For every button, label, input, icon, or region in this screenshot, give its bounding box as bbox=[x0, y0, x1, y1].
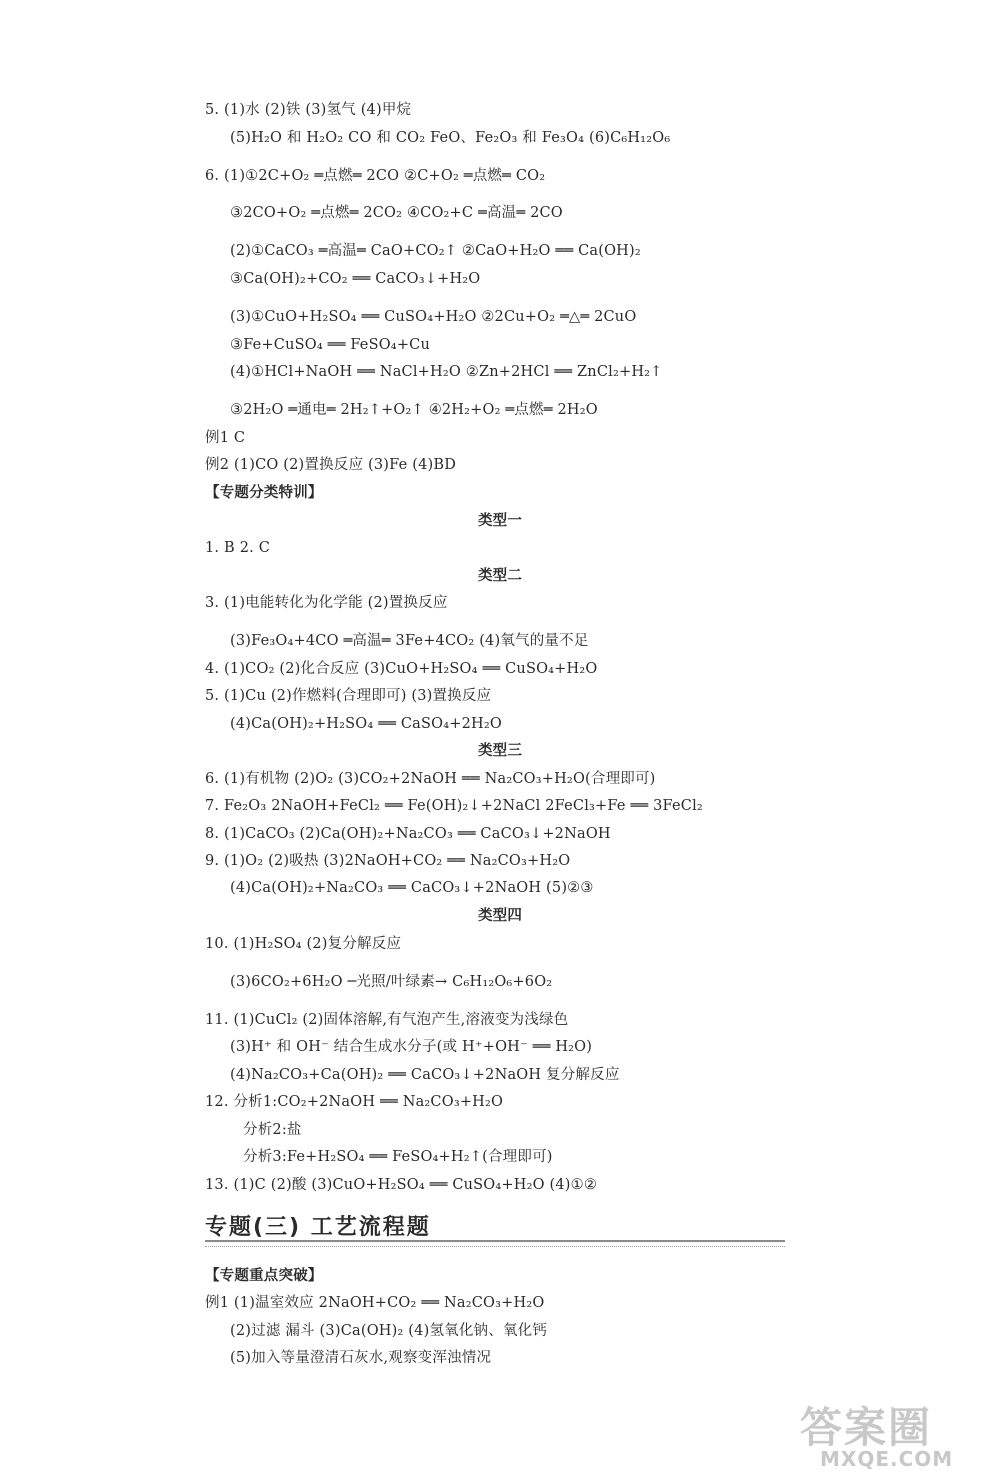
answer-line: 12. 分析1:CO₂+2NaOH ══ Na₂CO₃+H₂O bbox=[205, 1094, 504, 1110]
answer-line: (5)加入等量澄清石灰水,观察变浑浊情况 bbox=[230, 1350, 492, 1366]
type-heading: 类型三 bbox=[477, 743, 523, 759]
type-heading: 类型一 bbox=[477, 513, 523, 529]
chapter-title: 专题(三) 工艺流程题 bbox=[205, 1215, 431, 1240]
answer-line: (4)Ca(OH)₂+Na₂CO₃ ══ CaCO₃↓+2NaOH (5)②③ bbox=[230, 880, 594, 896]
answer-line: (3)H⁺ 和 OH⁻ 结合生成水分子(或 H⁺+OH⁻ ══ H₂O) bbox=[230, 1039, 593, 1055]
answer-line: 7. Fe₂O₃ 2NaOH+FeCl₂ ══ Fe(OH)₂↓+2NaCl 2FeCl₃+Fe ══ 3FeCl₂ bbox=[205, 798, 703, 814]
answer-line: 6. (1)有机物 (2)O₂ (3)CO₂+2NaOH ══ Na₂CO₃+H₂O(合理即可) bbox=[205, 771, 656, 787]
answer-line: ③Ca(OH)₂+CO₂ ══ CaCO₃↓+H₂O bbox=[230, 271, 481, 287]
answer-line: 5. (1)Cu (2)作燃料(合理即可) (3)置换反应 bbox=[205, 688, 492, 704]
answer-line: ③Fe+CuSO₄ ══ FeSO₄+Cu bbox=[230, 337, 431, 353]
type-heading: 类型四 bbox=[477, 908, 523, 924]
answer-line: (3)6CO₂+6H₂O ─光照/叶绿素→ C₆H₁₂O₆+6O₂ bbox=[230, 974, 553, 990]
example-answer: 例1 (1)温室效应 2NaOH+CO₂ ══ Na₂CO₃+H₂O bbox=[205, 1295, 545, 1311]
answer-line: (5)H₂O 和 H₂O₂ CO 和 CO₂ FeO、Fe₂O₃ 和 Fe₃O₄ (6)C₆H₁₂O₆ bbox=[230, 130, 671, 146]
answer-line: 分析2:盐 bbox=[243, 1122, 302, 1138]
answer-line: 分析3:Fe+H₂SO₄ ══ FeSO₄+H₂↑(合理即可) bbox=[243, 1149, 553, 1165]
answer-line: 5. (1)水 (2)铁 (3)氢气 (4)甲烷 bbox=[205, 102, 412, 118]
site-watermark bbox=[800, 1395, 995, 1470]
answer-line: 11. (1)CuCl₂ (2)固体溶解,有气泡产生,溶液变为浅绿色 bbox=[205, 1012, 569, 1028]
answer-line: (4)Ca(OH)₂+H₂SO₄ ══ CaSO₄+2H₂O bbox=[230, 716, 502, 732]
section-heading: 【专题分类特训】 bbox=[205, 485, 323, 501]
answer-line: (4)Na₂CO₃+Ca(OH)₂ ══ CaCO₃↓+2NaOH 复分解反应 bbox=[230, 1067, 620, 1083]
example-answer: 例1 C bbox=[205, 430, 246, 446]
example-answer: 例2 (1)CO (2)置换反应 (3)Fe (4)BD bbox=[205, 457, 457, 473]
watermark-url: MXQE.COM bbox=[820, 1447, 954, 1471]
type-heading: 类型二 bbox=[477, 568, 523, 584]
answer-line: (3)Fe₃O₄+4CO ═高温═ 3Fe+4CO₂ (4)氧气的量不足 bbox=[230, 633, 589, 649]
answer-line: ③2CO+O₂ ═点燃═ 2CO₂ ④CO₂+C ═高温═ 2CO bbox=[230, 205, 563, 221]
answer-line: 1. B 2. C bbox=[205, 540, 271, 556]
answer-line: (2)过滤 漏斗 (3)Ca(OH)₂ (4)氢氧化钠、氧化钙 bbox=[230, 1323, 548, 1339]
answer-line: 8. (1)CaCO₃ (2)Ca(OH)₂+Na₂CO₃ ══ CaCO₃↓+2NaOH bbox=[205, 826, 611, 842]
answer-line: (3)①CuO+H₂SO₄ ══ CuSO₄+H₂O ②2Cu+O₂ ═△═ 2CuO bbox=[230, 309, 637, 325]
section-heading: 【专题重点突破】 bbox=[205, 1268, 323, 1284]
answer-line: 3. (1)电能转化为化学能 (2)置换反应 bbox=[205, 595, 448, 611]
answer-line: 4. (1)CO₂ (2)化合反应 (3)CuO+H₂SO₄ ══ CuSO₄+H₂O bbox=[205, 661, 598, 677]
answer-line: 6. (1)①2C+O₂ ═点燃═ 2CO ②C+O₂ ═点燃═ CO₂ bbox=[205, 168, 546, 184]
watermark-logo: 答案圈 bbox=[800, 1403, 933, 1452]
answer-line: 10. (1)H₂SO₄ (2)复分解反应 bbox=[205, 936, 402, 952]
title-divider bbox=[205, 1240, 785, 1247]
answer-line: 9. (1)O₂ (2)吸热 (3)2NaOH+CO₂ ══ Na₂CO₃+H₂O bbox=[205, 853, 571, 869]
answer-line: 13. (1)C (2)酸 (3)CuO+H₂SO₄ ══ CuSO₄+H₂O (4)①② bbox=[205, 1177, 598, 1193]
answer-line: ③2H₂O ═通电═ 2H₂↑+O₂↑ ④2H₂+O₂ ═点燃═ 2H₂O bbox=[230, 402, 598, 418]
answer-line: (2)①CaCO₃ ═高温═ CaO+CO₂↑ ②CaO+H₂O ══ Ca(OH)₂ bbox=[230, 243, 641, 259]
answer-line: (4)①HCl+NaOH ══ NaCl+H₂O ②Zn+2HCl ══ ZnCl₂+H₂↑ bbox=[230, 364, 663, 380]
